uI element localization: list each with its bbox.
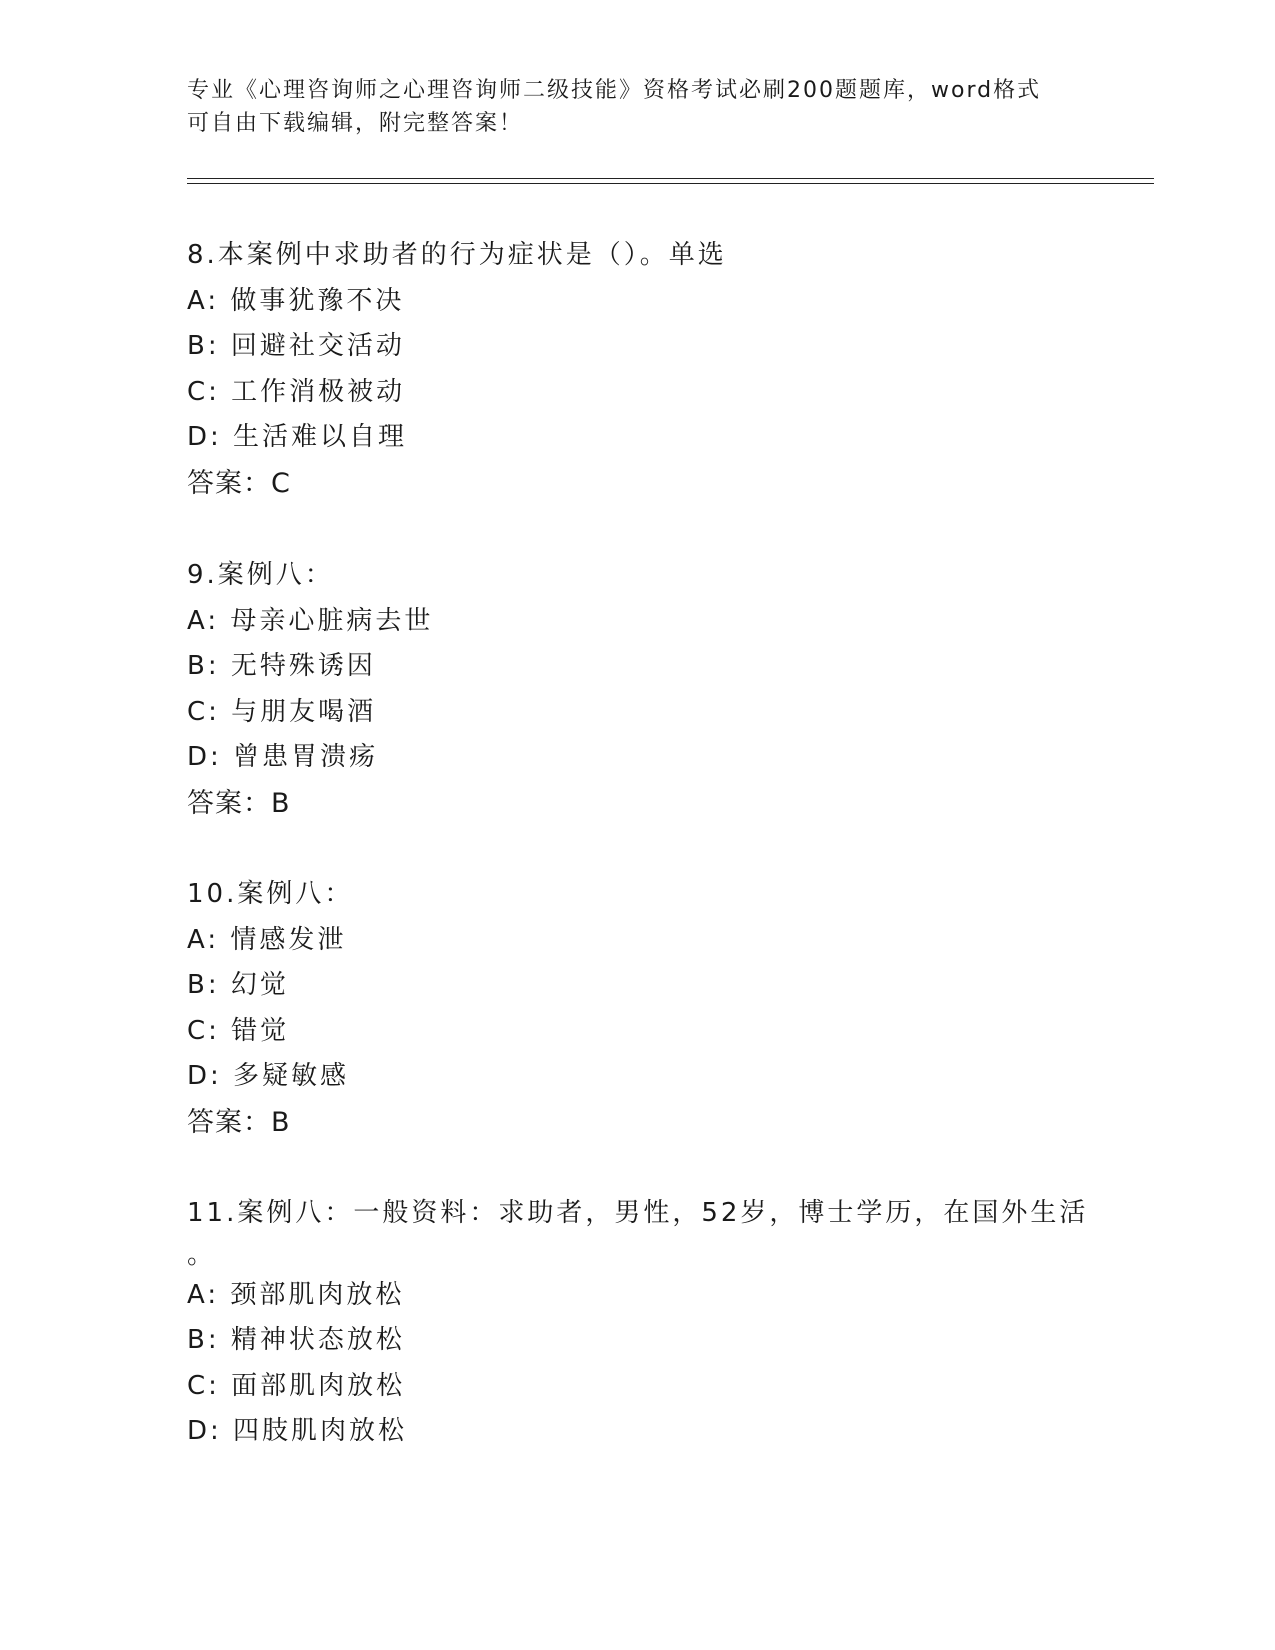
option-a: A: 母亲心脏病去世	[187, 605, 434, 636]
option-d: D: 多疑敏感	[187, 1061, 350, 1091]
option-d: D: 生活难以自理	[187, 422, 408, 452]
option-b: B: 精神状态放松	[187, 1325, 405, 1355]
header-divider-top	[187, 178, 1154, 179]
option-d: D: 曾患胃溃疡	[187, 742, 379, 772]
answer-line: 答案：B	[187, 1106, 291, 1138]
option-b: B: 无特殊诱因	[187, 651, 376, 681]
option-b: B: 回避社交活动	[187, 331, 405, 361]
option-d: D: 四肢肌肉放松	[187, 1416, 408, 1446]
header-line-2: 可自由下载编辑，附完整答案！	[187, 111, 524, 136]
answer-line: 答案：B	[187, 787, 291, 819]
option-c: C: 工作消极被动	[187, 376, 406, 407]
question-stem: 9.案例八：	[187, 560, 334, 590]
option-c: C: 错觉	[187, 1015, 290, 1046]
document-header	[187, 74, 1087, 140]
question-stem-continuation: 。	[187, 1239, 217, 1270]
option-b: B: 幻觉	[187, 970, 289, 1000]
question-stem: 10.案例八：	[187, 879, 354, 909]
question-11	[187, 1191, 1087, 1455]
question-9	[187, 553, 1087, 826]
question-8	[187, 233, 1087, 506]
option-a: A: 情感发泄	[187, 924, 347, 955]
question-stem: 8.本案例中求助者的行为症状是（）。单选	[187, 240, 727, 270]
option-a: A: 颈部肌肉放松	[187, 1279, 405, 1310]
question-stem: 11.案例八：一般资料：求助者，男性，52岁，博士学历，在国外生活	[187, 1198, 1089, 1228]
header-divider-bottom	[187, 183, 1154, 184]
option-c: C: 面部肌肉放松	[187, 1370, 406, 1401]
answer-line: 答案：C	[187, 467, 291, 499]
question-10	[187, 872, 1087, 1145]
option-a: A: 做事犹豫不决	[187, 285, 405, 316]
option-c: C: 与朋友喝酒	[187, 696, 377, 727]
header-line-1: 专业《心理咨询师之心理咨询师二级技能》资格考试必刷200题题库，word格式	[187, 78, 1042, 103]
